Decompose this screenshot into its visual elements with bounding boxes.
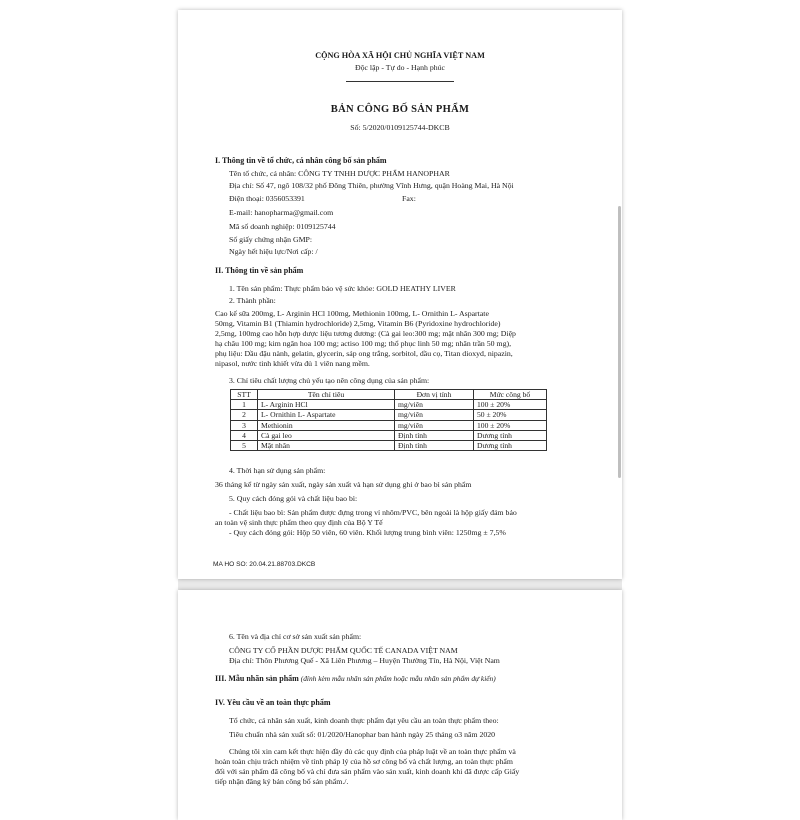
table-cell: Định tính	[395, 441, 474, 451]
motto-rule	[346, 81, 454, 82]
shelf-life-label: 4. Thời hạn sử dụng sản phẩm:	[229, 466, 326, 475]
table-row	[231, 441, 547, 451]
document-title: BẢN CÔNG BỐ SẢN PHẨM	[330, 104, 470, 115]
table-cell: Mật nhân	[258, 441, 395, 451]
product-name: 1. Tên sản phẩm: Thực phẩm bảo vệ sức khỏe: GOLD HEATHY LIVER	[229, 284, 456, 293]
document-page-1	[178, 10, 622, 579]
table-row	[231, 410, 547, 420]
document-number: Số: 5/2020/0109125744-DKCB	[350, 123, 450, 132]
table-cell: 100 ± 20%	[474, 420, 547, 430]
org-email: E-mail: hanopharma@gmail.com	[229, 208, 334, 217]
business-code: Mã số doanh nghiệp: 0109125744	[229, 222, 336, 231]
commitment-line: đối với sản phẩm đã công bố và chỉ đưa sản phẩm vào sản xuất, kinh doanh khi đã được cấp Giấy	[215, 767, 520, 776]
table-cell: 1	[231, 400, 258, 410]
manufacturer-name: CÔNG TY CỔ PHẦN DƯỢC PHẨM QUỐC TẾ CANADA VIỆT NAM	[229, 646, 458, 655]
commitment-line: hoàn toàn chịu trách nhiệm về tính pháp lý của hồ sơ công bố và chất lượng, an toàn thực phẩm	[215, 757, 513, 766]
table-row	[231, 400, 547, 410]
table-cell: Dương tính	[474, 441, 547, 451]
composition-line: phụ liệu: Dầu đậu nành, gelatin, glycerin, sáp ong trắng, sorbitol, dầu cọ, Titan dioxyd, nipazin,	[215, 349, 513, 358]
motto: Độc lập - Tự do - Hạnh phúc	[354, 63, 446, 72]
manufacturer-standard: Tiêu chuẩn nhà sản xuất số: 01/2020/Hanophar ban hành ngày 25 tháng o3 năm 2020	[229, 730, 496, 739]
table-cell: 50 ± 20%	[474, 410, 547, 420]
country-heading: CỘNG HÒA XÃ HỘI CHỦ NGHĨA VIỆT NAM	[315, 51, 485, 60]
table-cell: L- Arginin HCl	[258, 400, 395, 410]
org-address: Địa chỉ: Số 47, ngõ 108/32 phố Đông Thiên, phường Vĩnh Hưng, quận Hoàng Mai, Hà Nội	[229, 181, 514, 190]
safety-intro: Tổ chức, cá nhân sản xuất, kinh doanh thực phẩm đạt yêu cầu an toàn thực phẩm theo:	[229, 716, 499, 725]
table-cell: 2	[231, 410, 258, 420]
table-row	[231, 420, 547, 430]
org-fax: Fax:	[402, 194, 416, 203]
org-phone: Điện thoại: 0356053391	[229, 194, 305, 203]
page-gap	[178, 579, 622, 590]
composition-line: 50mg, Vitamin B1 (Thiamin hydrochloride) 2,5mg, Vitamin B6 (Pyridoxine hydrochloride)	[215, 319, 501, 328]
quality-label: 3. Chỉ tiêu chất lượng chủ yếu tạo nên công dụng của sản phẩm:	[229, 376, 430, 385]
table-cell: 5	[231, 441, 258, 451]
manufacturer-label: 6. Tên và địa chỉ cơ sở sản xuất sản phẩm:	[229, 632, 362, 641]
packaging-line: - Chất liệu bao bì: Sản phẩm được đựng trong vỉ nhôm/PVC, bên ngoài là hộp giấy đảm bảo	[229, 508, 517, 517]
document-page-2	[178, 590, 622, 820]
table-header: Tên chỉ tiêu	[258, 390, 395, 400]
gmp-certificate: Số giấy chứng nhận GMP:	[229, 235, 313, 244]
org-name: Tên tổ chức, cá nhân: CÔNG TY TNHH DƯỢC PHẨM HANOPHAR	[229, 169, 450, 178]
commitment-line: tiếp nhận đăng ký bản công bố sản phẩm./.	[215, 777, 349, 786]
quality-table	[230, 389, 547, 451]
table-cell: Dương tính	[474, 430, 547, 440]
table-header: Mức công bố	[474, 390, 547, 400]
composition-line: Cao kế sữa 200mg, L- Arginin HCl 100mg, Methionin 100mg, L- Ornithin L- Aspartate	[215, 309, 489, 318]
section-3-heading-line	[215, 674, 496, 684]
scrollbar[interactable]	[618, 206, 621, 478]
composition-line: hạ châu 100 mg; kim ngân hoa 100 mg; actiso 100 mg; thổ phục linh 50 mg; nhân trần 50 mg),	[215, 339, 512, 348]
table-cell: L- Ornithin L- Aspartate	[258, 410, 395, 420]
table-cell: mg/viên	[395, 420, 474, 430]
dossier-code: MA HO SO: 20.04.21.88703.DKCB	[213, 561, 316, 568]
shelf-life-text: 36 tháng kể từ ngày sản xuất, ngày sản xuất và hạn sử dụng ghi ở bao bì sản phẩm	[215, 480, 472, 489]
table-cell: 4	[231, 430, 258, 440]
table-cell: mg/viên	[395, 400, 474, 410]
table-cell: Methionin	[258, 420, 395, 430]
table-cell: 100 ± 20%	[474, 400, 547, 410]
section-3-note: (đính kèm mẫu nhãn sản phẩm hoặc mẫu nhãn sản phẩm dự kiến)	[300, 674, 496, 683]
expiry-issuer: Ngày hết hiệu lực/Nơi cấp: /	[229, 247, 318, 256]
composition-line: 2,5mg, 100mg cao hỗn hợp dược liệu tương đương: (Cà gai leo:300 mg; mật nhân 300 mg; Diệp	[215, 329, 516, 338]
section-1-heading: I. Thông tin về tổ chức, cá nhân công bố sản phẩm	[215, 156, 387, 165]
table-row	[231, 430, 547, 440]
composition-label: 2. Thành phần:	[229, 296, 276, 305]
section-4-heading: IV. Yêu cầu về an toàn thực phẩm	[215, 698, 331, 707]
section-3-heading: III. Mẫu nhãn sản phẩm	[215, 674, 299, 683]
commitment-line: Chúng tôi xin cam kết thực hiện đầy đủ các quy định của pháp luật về an toàn thực phẩm và	[229, 747, 516, 756]
composition-line: nipasol, nước tinh khiết vừa đủ 1 viên nang mềm.	[215, 359, 370, 368]
table-cell: Định tính	[395, 430, 474, 440]
table-cell: mg/viên	[395, 410, 474, 420]
packaging-line: - Quy cách đóng gói: Hộp 50 viên, 60 viên. Khối lượng trung bình viên: 1250mg ± 7,5%	[229, 528, 506, 537]
packaging-line: an toàn vệ sinh thực phẩm theo quy định của Bộ Y Tế	[215, 518, 383, 527]
packaging-label: 5. Quy cách đóng gói và chất liệu bao bì:	[229, 494, 358, 503]
table-cell: Cà gai leo	[258, 430, 395, 440]
table-cell: 3	[231, 420, 258, 430]
section-2-heading: II. Thông tin về sản phẩm	[215, 266, 304, 275]
table-header: Đơn vị tính	[395, 390, 474, 400]
table-header-row	[231, 390, 547, 400]
table-header: STT	[231, 390, 258, 400]
manufacturer-address: Địa chỉ: Thôn Phương Quế - Xã Liên Phương – Huyện Thường Tín, Hà Nội, Việt Nam	[229, 656, 500, 665]
